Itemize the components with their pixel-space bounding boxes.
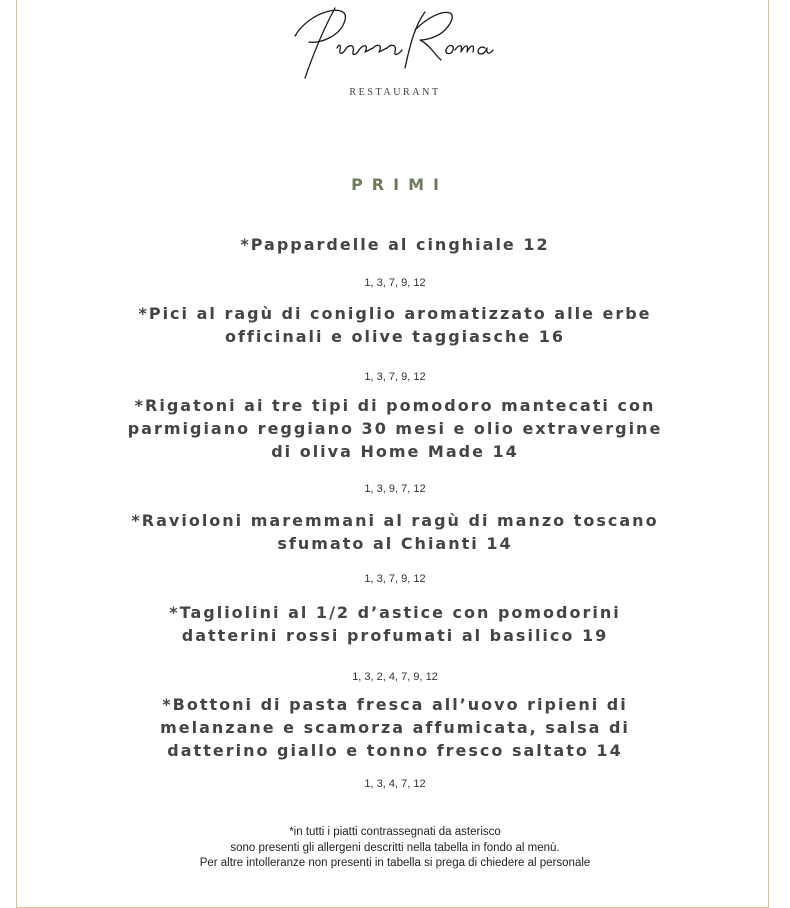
section-title: PRIMI [351,175,448,194]
dish-name-line: sfumato al Chianti 14 [277,534,513,553]
dish-name-line: parmigiano reggiano 30 mesi e olio extravergine [127,419,663,438]
dish-name-line: datterino giallo e tonno fresco saltato 14 [167,741,623,760]
footnote-line: *in tutti i piatti contrassegnati da asterisco [289,826,501,838]
allergen-codes: 1, 3, 4, 7, 12 [364,778,426,790]
dish-name-line: *Pappardelle al cinghiale 12 [240,235,550,254]
dish-name-line: officinali e olive taggiasche 16 [224,327,566,346]
menu-item [0,233,790,256]
dish-name-line: *Tagliolini al 1/2 d’astice con pomodorini [169,603,621,622]
allergen-codes: 1, 3, 7, 9, 12 [364,277,426,289]
allergen-codes: 1, 3, 7, 9, 12 [364,573,426,585]
dish-name-line: *Bottoni di pasta fresca all’uovo ripieni di [162,695,628,714]
allergen-codes: 1, 3, 2, 4, 7, 9, 12 [352,671,438,683]
allergen-codes: 1, 3, 7, 9, 12 [364,371,426,383]
piazza-roma-signature-logo [265,0,525,90]
footnote-line: Per altre intolleranze non presenti in tabella si prega di chiedere al personale [199,857,591,869]
dish-name-line: datterini rossi profumati al basilico 19 [181,626,609,645]
logo-subtitle: RESTAURANT [349,87,441,98]
menu-item [0,509,790,555]
dish-name-line: melanzane e scamorza affumicata, salsa di [160,718,630,737]
menu-item [0,394,790,463]
restaurant-logo [0,0,790,90]
footnote-line: sono presenti gli allergeni descritti nella tabella in fondo al menù. [230,841,560,854]
dish-name-line: di oliva Home Made 14 [271,442,519,461]
dish-name-line: *Ravioloni maremmani al ragù di manzo toscano [131,511,659,530]
menu-item [0,302,790,348]
allergen-footnote [0,825,790,872]
dish-name-line: *Rigatoni ai tre tipi di pomodoro mantecati con [134,396,656,415]
dish-name-line: *Pici al ragù di coniglio aromatizzato alle erbe [138,304,652,323]
allergen-codes: 1, 3, 9, 7, 12 [364,483,426,495]
menu-item [0,601,790,647]
menu-item [0,693,790,762]
